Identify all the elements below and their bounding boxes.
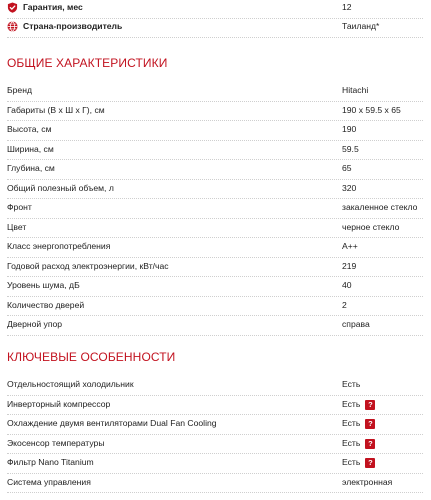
spec-label: Цвет — [7, 221, 27, 232]
spec-value — [342, 395, 375, 415]
spec-value — [342, 296, 347, 316]
spec-row — [7, 414, 423, 435]
spec-label: Уровень шума, дБ — [7, 280, 80, 290]
section-title-features: КЛЮЧЕВЫЕ ОСОБЕННОСТИ — [7, 350, 176, 364]
spec-row — [7, 473, 423, 494]
spec-value-text: 190 — [342, 124, 357, 134]
spec-value — [342, 257, 356, 277]
spec-row — [7, 140, 423, 161]
spec-label: Количество дверей — [7, 299, 85, 310]
spec-value-text: A++ — [342, 241, 358, 251]
spec-value — [342, 414, 375, 434]
spec-row — [7, 179, 423, 200]
spec-row — [7, 237, 423, 258]
spec-value — [342, 315, 370, 335]
spec-row — [7, 453, 423, 474]
spec-value-text: черное стекло — [342, 221, 400, 232]
spec-value-text: Есть — [342, 379, 361, 389]
spec-value: 12 — [342, 2, 352, 12]
spec-value-text: Есть — [342, 437, 361, 448]
spec-row — [7, 257, 423, 278]
spec-value-text: 40 — [342, 280, 352, 290]
spec-row — [7, 296, 423, 317]
spec-value — [342, 179, 356, 199]
spec-label: Гарантия, мес — [23, 2, 83, 12]
spec-value: Таиланд* — [342, 21, 380, 31]
spec-row — [7, 315, 423, 336]
spec-label: Ширина, см — [7, 143, 54, 154]
spec-value — [342, 375, 360, 395]
spec-row — [7, 218, 423, 239]
spec-value — [342, 81, 368, 101]
help-icon[interactable]: ? — [365, 419, 375, 429]
spec-value-text: 190 х 59.5 х 65 — [342, 104, 401, 115]
spec-row-country — [7, 17, 423, 38]
help-icon[interactable]: ? — [365, 439, 375, 449]
spec-label: Высота, см — [7, 124, 52, 134]
spec-label: Класс энергопотребления — [7, 241, 111, 251]
spec-value-text: 320 — [342, 182, 357, 193]
shield-check-icon — [7, 2, 18, 13]
spec-value-text: Есть — [342, 398, 361, 409]
spec-label: Охлаждение двумя вентиляторами Dual Fan Cooling — [7, 418, 217, 428]
spec-row — [7, 395, 423, 416]
spec-label: Бренд — [7, 85, 32, 95]
spec-value — [342, 218, 399, 238]
spec-label: Экосенсор температуры — [7, 437, 105, 448]
spec-value-text: справа — [342, 319, 370, 329]
spec-row — [7, 198, 423, 219]
spec-value-text: электронная — [342, 476, 393, 487]
spec-row — [7, 101, 423, 122]
spec-label: Общий полезный объем, л — [7, 182, 114, 193]
spec-value — [342, 198, 417, 218]
spec-row — [7, 159, 423, 180]
spec-value — [342, 120, 356, 140]
spec-label: Глубина, см — [7, 163, 55, 173]
spec-label: Страна-производитель — [23, 21, 123, 31]
spec-value-text: 59.5 — [342, 143, 359, 154]
spec-value-text: закаленное стекло — [342, 202, 418, 212]
spec-value-text: Есть — [342, 418, 361, 428]
section-title-general: ОБЩИЕ ХАРАКТЕРИСТИКИ — [7, 56, 168, 70]
spec-value — [342, 276, 352, 296]
spec-value-text: 219 — [342, 260, 357, 271]
spec-label: Фильтр Nano Titanium — [7, 457, 94, 467]
spec-row — [7, 434, 423, 455]
spec-label: Фронт — [7, 202, 32, 212]
spec-value — [342, 101, 401, 121]
spec-value — [342, 159, 352, 179]
spec-value — [342, 453, 375, 473]
spec-value-text: 2 — [342, 299, 347, 310]
spec-row — [7, 120, 423, 141]
help-icon[interactable]: ? — [365, 400, 375, 410]
spec-value-text: Есть — [342, 457, 361, 467]
spec-value-text: 65 — [342, 163, 352, 173]
spec-value-text: Hitachi — [342, 85, 369, 95]
spec-row-warranty — [7, 0, 423, 19]
spec-value — [342, 434, 375, 454]
spec-label: Годовой расход электроэнергии, кВт/час — [7, 260, 169, 271]
spec-value — [342, 473, 392, 493]
spec-label: Дверной упор — [7, 319, 63, 329]
spec-row — [7, 81, 423, 102]
spec-label: Система управления — [7, 476, 91, 487]
globe-icon — [7, 21, 18, 32]
help-icon[interactable]: ? — [365, 458, 375, 468]
spec-label: Инверторный компрессор — [7, 398, 111, 409]
spec-value — [342, 140, 359, 160]
spec-label: Отдельностоящий холодильник — [7, 379, 134, 389]
spec-row — [7, 375, 423, 396]
spec-row — [7, 276, 423, 297]
spec-label: Габариты (В х Ш х Г), см — [7, 104, 105, 115]
spec-value — [342, 237, 358, 257]
